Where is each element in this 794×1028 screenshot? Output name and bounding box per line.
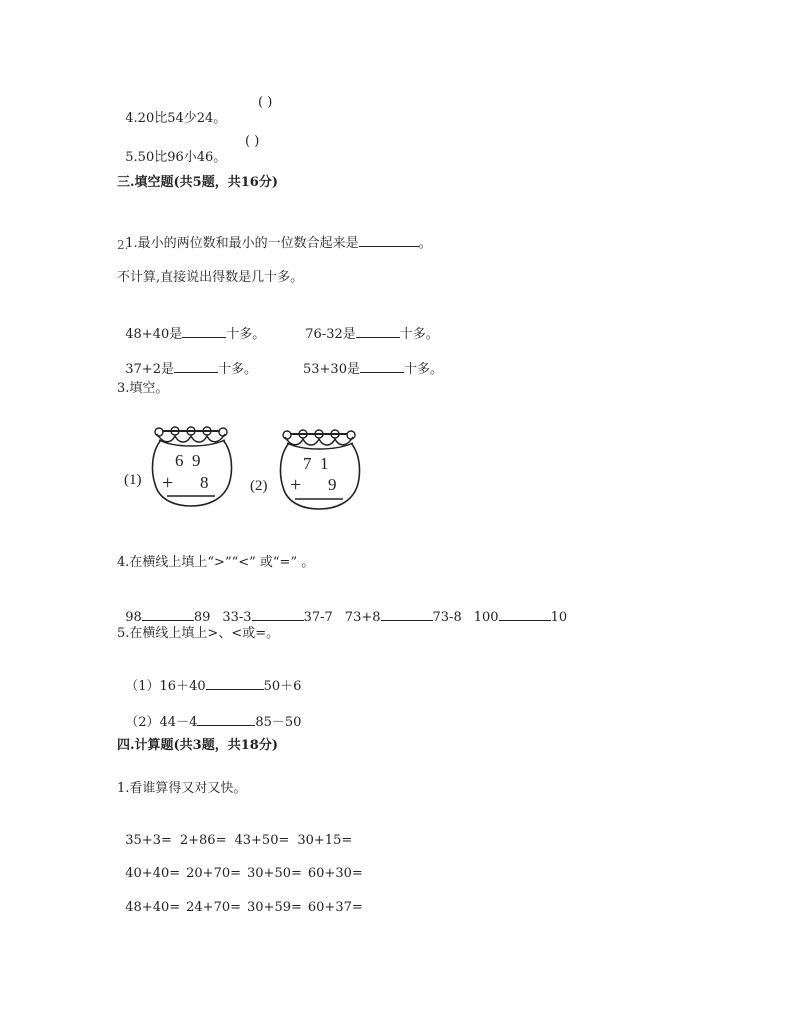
s3-q2-item2-expr: 76-32是 [305,327,356,342]
s3-q2-item2-suffix: 十多。 [399,327,439,342]
s4-q1-row3 [117,884,363,916]
s3-q1 [117,218,432,252]
pot-1-top-number: 6 9 [175,451,201,470]
pot-2-top-number: 7 1 [303,454,329,473]
s3-q2-item1-expr: 48+40是 [125,327,183,342]
calc-item: 60+37= [307,900,363,915]
s3-q4-item3-left: 73+8 [344,610,381,625]
s3-q5-item1 [117,661,301,695]
s3-q2-item4-expr: 53+30是 [303,362,360,377]
s3-q1-blank[interactable] [359,234,419,247]
calc-item: 2+86= [179,833,227,848]
s3-q2-item3-suffix: 十多。 [217,362,257,377]
s3-q2-item2-blank[interactable] [356,325,400,338]
pot-1-bottom-number: 8 [200,473,209,492]
s3-q2-item3-expr: 37+2是 [125,362,174,377]
s3-q2-instruction: 不计算,直接说出得数是几十多。 [117,270,304,285]
s3-q1-end: 。 [418,236,432,251]
judge-q4-text: 4.20比54少24。 [125,111,227,126]
s3-q4-item3-blank[interactable] [381,608,433,621]
pot-2-label: (2) [250,478,268,494]
calc-item: 60+30= [307,866,363,881]
s3-q4-item4-blank[interactable] [499,608,551,621]
s3-q4-item3-right: 73-8 [432,610,462,625]
s3-q4-item2-blank[interactable] [252,608,304,621]
s3-q2-item1-blank[interactable] [182,325,226,338]
calc-item: 35+3= [125,833,172,848]
calc-item: 40+40= [125,866,181,881]
s3-q4-item2-right: 37-7 [303,610,333,625]
s4-q1-row1 [117,817,352,849]
s3-q5-item2 [117,697,301,731]
s3-q3-title: 3.填空。 [117,381,169,396]
s3-q2-item4-suffix: 十多。 [403,362,443,377]
s3-q2-row2 [117,344,443,378]
pot-1-operator: + [162,472,174,494]
s3-q1-text: 1.最小的两位数和最小的一位数合起来是 [125,236,359,251]
s4-q1-title: 1.看谁算得又对又快。 [117,781,247,796]
s3-q4-item2-left: 33-3 [222,610,252,625]
judge-q4-answer-paren[interactable]: ( ) [258,95,273,110]
s3-q2-item3-blank[interactable] [174,360,218,373]
calc-item: 30+15= [297,833,353,848]
s4-q1-row2 [117,850,363,882]
s3-q2-row1 [117,309,439,343]
s3-q5-item2-label: （2）44－4 [125,715,198,730]
s3-q4-item1-right: 89 [193,610,211,625]
s3-q2-item1-suffix: 十多。 [226,327,266,342]
calc-item: 30+59= [247,900,302,915]
s3-q5-item1-right: 50＋6 [263,679,302,694]
s3-q5-item1-label: （1）16＋40 [125,679,206,694]
judge-q4 [117,95,226,127]
s3-q4-item1-blank[interactable] [142,608,194,621]
s3-q4-item4-left: 100 [473,610,499,625]
calc-item: 24+70= [186,900,242,915]
s3-q5-item1-blank[interactable] [206,677,264,690]
s3-q4-item1-left: 98 [125,610,142,625]
calc-item: 30+50= [247,866,302,881]
calc-item: 43+50= [234,833,290,848]
s3-q4-items [117,592,567,626]
pot-1-label: (1) [124,472,142,488]
s3-q2-num: 2. [117,238,129,252]
s3-q4-title: 4.在横线上填上“>”“<” 或“=” 。 [117,555,315,570]
s3-q4-item4-right: 10 [550,610,568,625]
calc-item: 20+70= [186,866,242,881]
s3-q5-item2-blank[interactable] [197,713,255,726]
pot-2-operator: + [290,474,302,496]
judge-q5-text: 5.50比96小46。 [125,150,227,165]
judge-q5 [117,134,226,166]
section3-title: 三.填空题(共5题，共16分) [117,175,278,190]
pot-2-bottom-number: 9 [328,475,337,494]
s3-q5-title: 5.在横线上填上>、<或=。 [117,626,280,641]
s3-q5-item2-right: 85－50 [255,715,302,730]
judge-q5-answer-paren[interactable]: ( ) [245,134,260,149]
calc-item: 48+40= [125,900,181,915]
s3-q2-item4-blank[interactable] [360,360,404,373]
section4-title: 四.计算题(共3题，共18分) [117,738,278,753]
